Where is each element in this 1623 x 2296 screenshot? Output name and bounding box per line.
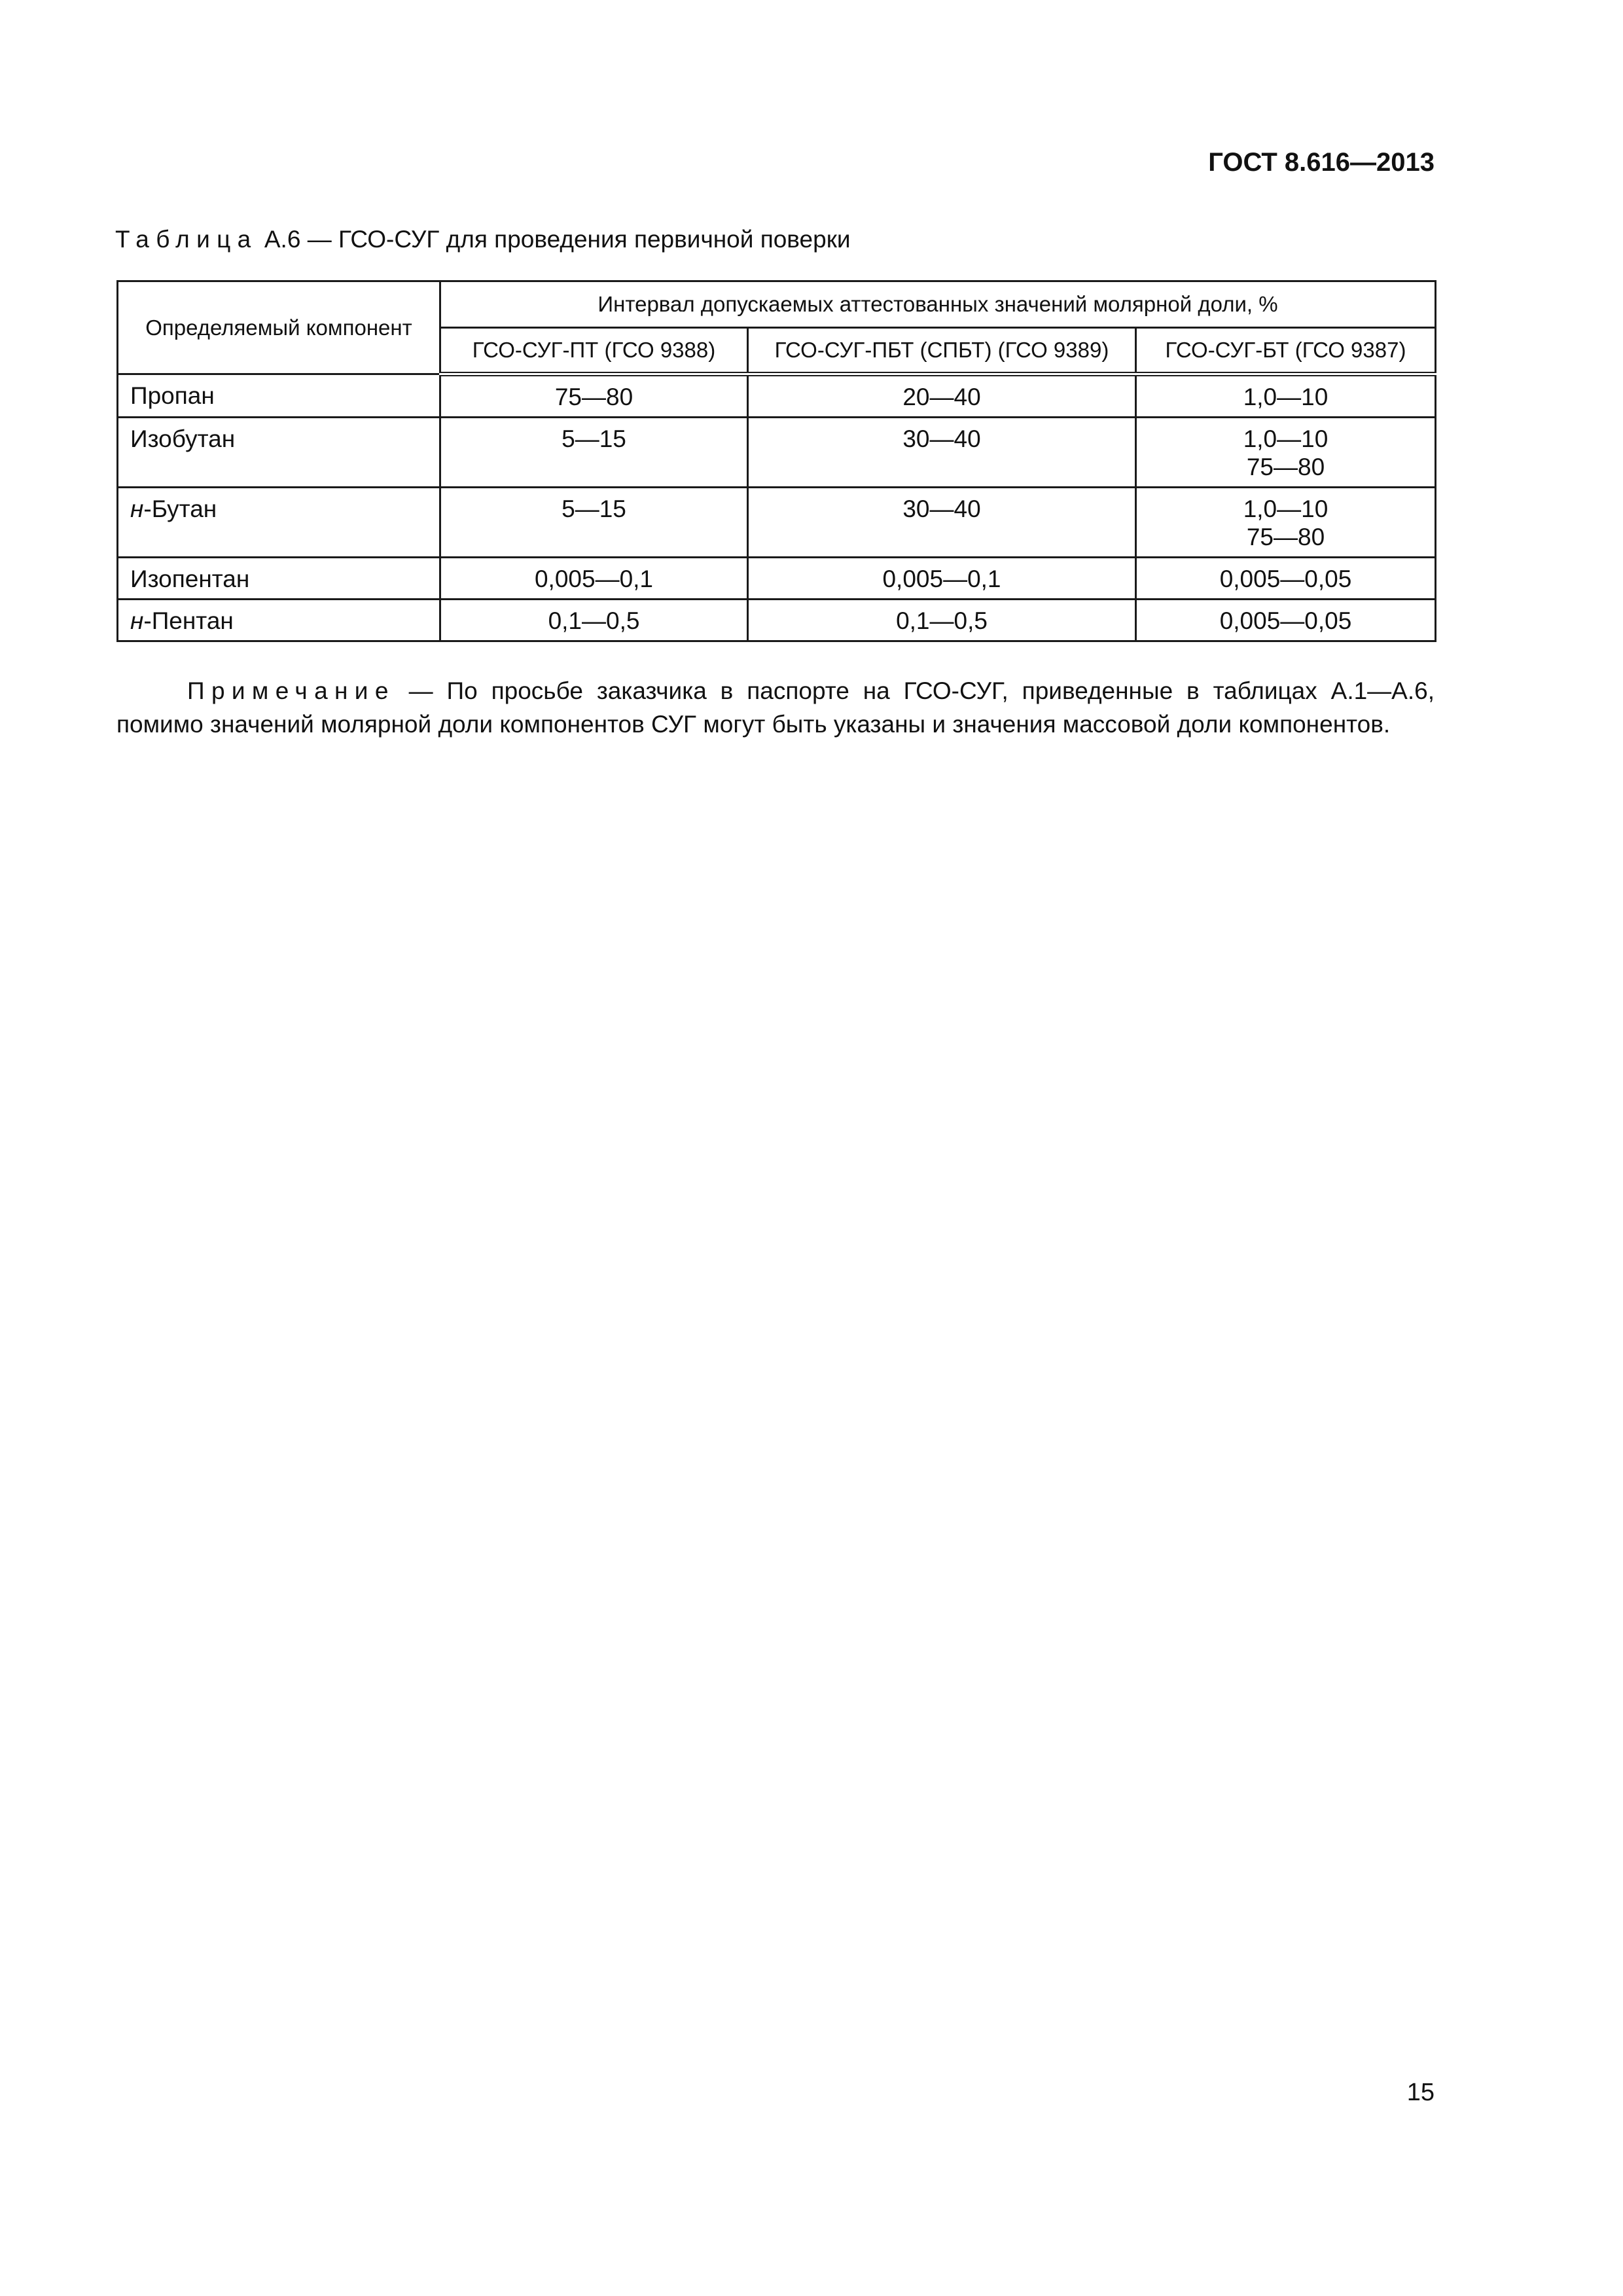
- table-caption: [115, 226, 851, 253]
- value-cell-bt: 1,0—10: [1136, 374, 1436, 418]
- value-cell-pt: 75—80: [440, 374, 748, 418]
- value-cell-bt: 0,005—0,05: [1136, 600, 1436, 641]
- value-cell-pbt: 20—40: [748, 374, 1136, 418]
- column-header-pbt: ГСО-СУГ-ПБТ (СПБТ) (ГСО 9389): [748, 328, 1136, 374]
- interval-group-header: Интервал допускаемых аттестованных значений молярной доли, %: [440, 281, 1436, 328]
- table-row: [118, 600, 1436, 641]
- note-text: — По просьбе заказчика в паспорте на ГСО-СУГ, приведенные в таблицах А.1—А.6, помимо значений молярной доли компонентов СУГ могут быть указаны и значения массовой доли компонентов.: [116, 677, 1435, 738]
- value-cell-pt: 0,005—0,1: [440, 558, 748, 600]
- note-label: Примечание: [187, 677, 395, 704]
- component-cell: Пропан: [118, 374, 440, 418]
- column-header-pt: ГСО-СУГ-ПТ (ГСО 9388): [440, 328, 748, 374]
- table-row: [118, 418, 1436, 488]
- component-cell: Изопентан: [118, 558, 440, 600]
- table-row: [118, 374, 1436, 418]
- value-cell-pt: 5—15: [440, 418, 748, 488]
- table-caption-title: А.6 — ГСО-СУГ для проведения первичной поверки: [264, 226, 851, 253]
- document-code: ГОСТ 8.616—2013: [1208, 148, 1435, 177]
- table-note: [116, 674, 1435, 741]
- value-cell-pbt: 30—40: [748, 418, 1136, 488]
- value-cell-pt: 0,1—0,5: [440, 600, 748, 641]
- component-cell: н-Бутан: [118, 488, 440, 558]
- page-number: 15: [1406, 2079, 1435, 2106]
- component-column-header: Определяемый компонент: [118, 281, 440, 374]
- component-cell: н-Пентан: [118, 600, 440, 641]
- table-caption-label: Таблица: [115, 226, 258, 253]
- value-cell-pbt: 0,1—0,5: [748, 600, 1136, 641]
- value-cell-pt: 5—15: [440, 488, 748, 558]
- value-cell-pbt: 30—40: [748, 488, 1136, 558]
- table-row: [118, 488, 1436, 558]
- table-row: [118, 558, 1436, 600]
- composition-table: [116, 280, 1436, 642]
- value-cell-bt: 1,0—10 75—80: [1136, 418, 1436, 488]
- value-cell-pbt: 0,005—0,1: [748, 558, 1136, 600]
- component-cell: Изобутан: [118, 418, 440, 488]
- value-cell-bt: 1,0—10 75—80: [1136, 488, 1436, 558]
- column-header-bt: ГСО-СУГ-БТ (ГСО 9387): [1136, 328, 1436, 374]
- value-cell-bt: 0,005—0,05: [1136, 558, 1436, 600]
